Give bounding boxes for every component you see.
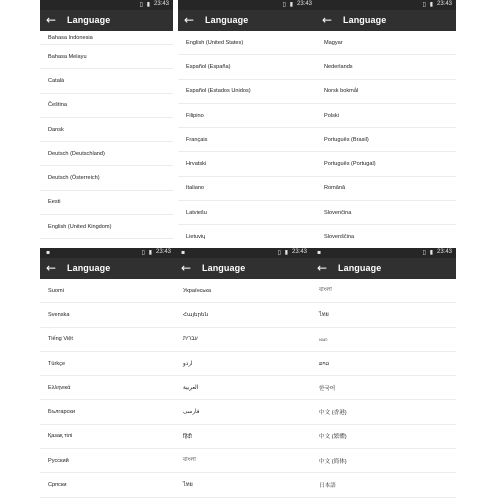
language-item[interactable]: English (United States) <box>178 31 316 55</box>
language-item[interactable]: العربية <box>175 376 311 400</box>
notification-icon: ▪ <box>46 249 51 256</box>
language-item[interactable]: 日本語 <box>311 473 456 497</box>
status-time: 23:43 <box>436 1 452 7</box>
language-item[interactable]: Bahasa Melayu <box>40 45 173 69</box>
language-item[interactable]: English (United Kingdom) <box>40 215 173 239</box>
status-time: 23:43 <box>436 249 452 255</box>
language-panel-6 <box>311 248 456 500</box>
language-item[interactable]: فارسی <box>175 400 311 424</box>
toolbar <box>175 258 311 279</box>
page-title: Language <box>205 15 249 25</box>
back-arrow-icon[interactable]: ← <box>181 261 192 275</box>
language-panel-3 <box>316 0 456 247</box>
language-panel-5 <box>175 248 311 500</box>
language-item[interactable]: Dansk <box>40 118 173 142</box>
status-icons: ▯ ▮ <box>141 249 153 256</box>
language-panel-2 <box>178 0 316 247</box>
language-item[interactable]: Svenska <box>40 303 175 327</box>
language-item[interactable]: Română <box>316 177 456 201</box>
notification-icon: ▪ <box>317 249 322 256</box>
language-item[interactable]: Čeština <box>40 94 173 118</box>
language-item[interactable]: עברית <box>175 328 311 352</box>
language-item[interactable]: ไทย <box>311 303 456 327</box>
language-item[interactable]: हिंदी <box>175 425 311 449</box>
status-bar <box>40 248 175 258</box>
language-item[interactable]: 中文 (简体) <box>311 449 456 473</box>
toolbar <box>316 10 456 31</box>
language-list <box>311 279 456 498</box>
notification-icon: ▪ <box>181 249 186 256</box>
language-item[interactable]: Español (Estados Unidos) <box>178 80 316 104</box>
language-item[interactable]: Русский <box>40 449 175 473</box>
language-item[interactable]: 中文 (香港) <box>311 400 456 424</box>
toolbar <box>178 10 316 31</box>
status-icons: ▯ ▮ <box>139 1 151 8</box>
language-item[interactable]: Latviešu <box>178 201 316 225</box>
back-arrow-icon[interactable]: ← <box>322 13 333 27</box>
language-item[interactable]: Eesti <box>40 191 173 215</box>
status-time: 23:43 <box>291 249 307 255</box>
language-item[interactable]: Deutsch (Österreich) <box>40 166 173 190</box>
page-title: Language <box>67 15 111 25</box>
language-item[interactable]: Türkçe <box>40 352 175 376</box>
language-list <box>175 279 311 498</box>
back-arrow-icon[interactable]: ← <box>317 261 328 275</box>
language-item[interactable]: Català <box>40 69 173 93</box>
language-item[interactable]: Հայերեն <box>175 303 311 327</box>
toolbar <box>40 258 175 279</box>
language-panel-4 <box>40 248 175 500</box>
language-list <box>40 279 175 498</box>
status-bar <box>178 0 316 10</box>
language-item[interactable]: বাংলা <box>175 449 311 473</box>
status-icons: ▯ ▮ <box>282 1 294 8</box>
language-item[interactable]: Bahasa Indonesia <box>40 31 173 45</box>
back-arrow-icon[interactable]: ← <box>46 261 57 275</box>
page-title: Language <box>343 15 387 25</box>
page-title: Language <box>67 263 111 273</box>
language-item[interactable]: Български <box>40 400 175 424</box>
status-time: 23:43 <box>155 249 171 255</box>
language-panel-1 <box>40 0 173 247</box>
language-item[interactable]: Slovenčina <box>316 201 456 225</box>
language-item[interactable]: Magyar <box>316 31 456 55</box>
language-item[interactable]: Filipino <box>178 104 316 128</box>
back-arrow-icon[interactable]: ← <box>184 13 195 27</box>
status-bar <box>40 0 173 10</box>
status-bar <box>316 0 456 10</box>
language-item[interactable]: Polski <box>316 104 456 128</box>
language-item[interactable]: Norsk bokmål <box>316 80 456 104</box>
page-title: Language <box>338 263 382 273</box>
toolbar <box>311 258 456 279</box>
language-item[interactable]: ဗမာ <box>311 328 456 352</box>
status-icons: ▯ ▮ <box>422 249 434 256</box>
language-item[interactable]: Српски <box>40 473 175 497</box>
back-arrow-icon[interactable]: ← <box>46 13 57 27</box>
language-item[interactable]: اردو <box>175 352 311 376</box>
page-title: Language <box>202 263 246 273</box>
language-list <box>178 31 316 247</box>
language-item[interactable]: Ελληνικά <box>40 376 175 400</box>
language-item[interactable]: Tiếng Việt <box>40 328 175 352</box>
language-item[interactable]: Nederlands <box>316 55 456 79</box>
language-item[interactable]: Français <box>178 128 316 152</box>
language-item[interactable]: Deutsch (Deutschland) <box>40 142 173 166</box>
language-item[interactable]: বাংলা <box>311 279 456 303</box>
language-item[interactable]: ລາວ <box>311 352 456 376</box>
status-icons: ▯ ▮ <box>277 249 289 256</box>
status-bar <box>311 248 456 258</box>
language-item[interactable]: Українська <box>175 279 311 303</box>
language-item[interactable]: Suomi <box>40 279 175 303</box>
language-item[interactable]: Hrvatski <box>178 152 316 176</box>
language-item[interactable]: Português (Brasil) <box>316 128 456 152</box>
status-icons: ▯ ▮ <box>422 1 434 8</box>
language-list <box>40 31 173 239</box>
toolbar <box>40 10 173 31</box>
language-item[interactable]: ไทย <box>175 473 311 497</box>
language-item[interactable]: Slovenščina <box>316 225 456 247</box>
status-time: 23:43 <box>296 1 312 7</box>
language-item[interactable]: Lietuvių <box>178 225 316 247</box>
language-item[interactable]: 한국어 <box>311 376 456 400</box>
language-item[interactable]: Português (Portugal) <box>316 152 456 176</box>
language-item[interactable]: Қазақ тілі <box>40 425 175 449</box>
language-item[interactable]: Español (España) <box>178 55 316 79</box>
language-item[interactable]: Italiano <box>178 177 316 201</box>
status-bar <box>175 248 311 258</box>
language-list <box>316 31 456 247</box>
status-time: 23:43 <box>153 1 169 7</box>
language-item[interactable]: 中文 (繁體) <box>311 425 456 449</box>
